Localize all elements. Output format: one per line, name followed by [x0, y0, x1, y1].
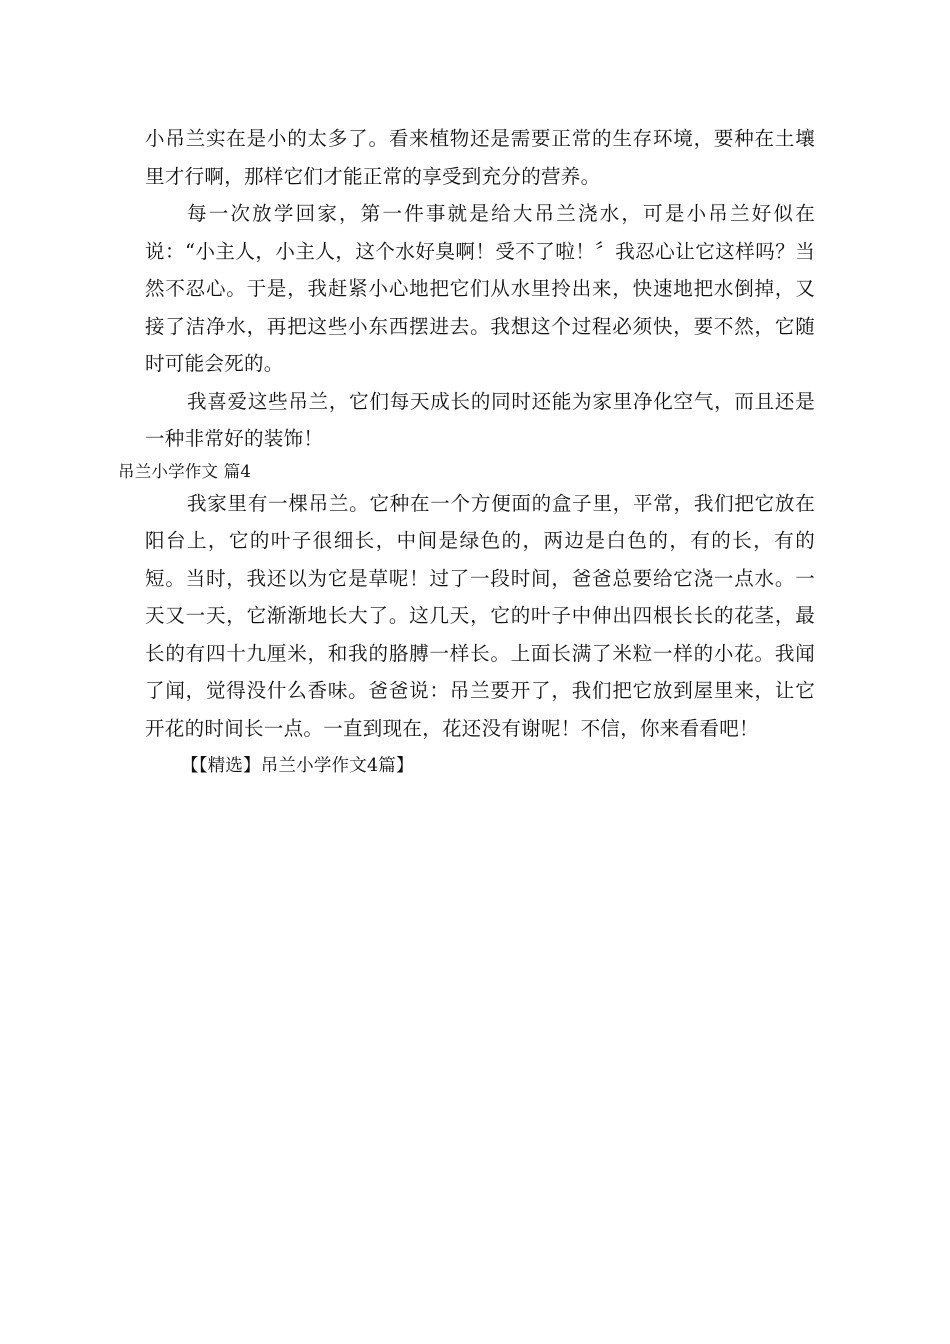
paragraph-love-spider-plants: 我喜爱这些吊兰，它们每天成长的同时还能为家里净化空气，而且还是一种非常好的装饰！ [145, 389, 815, 450]
section-heading: 吊兰小学作文 篇4 [118, 461, 252, 481]
paragraph-section-4: 我家里有一棵吊兰。它种在一个方便面的盒子里，平常，我们把它放在阳台上，它的叶子很细长，中间是绿色的，两边是白色的，有的长，有的短。当时，我还以为它是草呢！过了一段时间，爸爸总要给它浇一点水。一天又一天，它渐渐地长大了。这几天，它的叶子中伸出四根长长的花茎，最长的有四十九厘米，和我的胳膊一样长。上面长满了米粒一样的小花。我闻了闻，觉得没什么香味。爸爸说：吊兰要开了，我们把它放到屋里来，让它开花的时间长一点。一直到现在，花还没有谢呢！不信，你来看看吧！ [145, 491, 815, 740]
document-page [118, 120, 815, 785]
paragraph-watering: 每一次放学回家，第一件事就是给大吊兰浇水，可是小吊兰好似在说：“小主人，小主人，这个水好臭啊！受不了啦！〞我忍心让它这样吗？当然不忍心。于是，我赶紧小心地把它们从水里拎出来，快速地把水倒掉，又接了洁净水，再把这些小东西摆进去。我想这个过程必须快，要不然，它随时可能会死的。 [145, 202, 815, 375]
document-footer-title: 【【精选】吊兰小学作文4篇】 [181, 756, 414, 776]
paragraph-continuation: 小吊兰实在是小的太多了。看来植物还是需要正常的生存环境，要种在土壤里才行啊，那样它们才能正常的享受到充分的营养。 [145, 127, 815, 188]
